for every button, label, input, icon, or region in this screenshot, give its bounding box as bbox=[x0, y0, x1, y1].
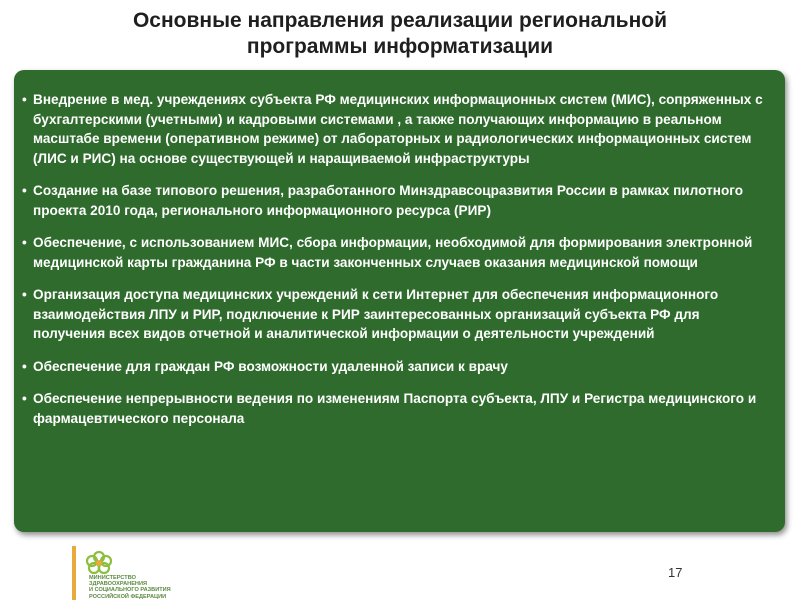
ministry-line-3: И СОЦИАЛЬНОГО РАЗВИТИЯ bbox=[89, 587, 171, 594]
bullet-text: Создание на базе типового решения, разработанного Минздравсоцразвития России в рамках пилотного проекта 2010 года, регионального информационного ресурса (РИР) bbox=[33, 183, 744, 218]
bullet-marker: • bbox=[22, 235, 27, 250]
footer-accent-bar bbox=[72, 546, 76, 600]
ministry-line-2: ЗДРАВООХРАНЕНИЯ bbox=[89, 581, 148, 588]
slide-title-line-2: программы информатизации bbox=[246, 35, 554, 58]
bullet-item-6 bbox=[22, 389, 775, 428]
bullet-text: Обеспечение для граждан РФ возможности удаленной записи к врачу bbox=[33, 358, 508, 374]
bullet-item-3 bbox=[22, 233, 775, 272]
bullet-item-5 bbox=[22, 357, 775, 377]
bullet-list bbox=[22, 90, 775, 441]
bullet-marker: • bbox=[22, 358, 27, 374]
bullet-marker: • bbox=[22, 92, 27, 107]
bullet-item-1 bbox=[22, 90, 775, 168]
bullet-marker: • bbox=[22, 183, 27, 198]
bullet-text: Обеспечение непрерывности ведения по изменениям Паспорта субъекта, ЛПУ и Регистра медицинского и фармацевтического персонала bbox=[33, 391, 757, 426]
bullet-item-2 bbox=[22, 181, 775, 220]
ministry-name bbox=[89, 575, 171, 600]
bullet-text: Внедрение в мед. учреждениях субъекта РФ медицинских информационных систем (МИС), сопряженных с бухгалтерскими (учетными) и кадровыми системами , а также получающих информацию в реальном масштабе времени (оперативном режиме) от лабораторных и радиологических информационных систем (ЛИС и РИС) на основе существующей и наращиваемой инфраструктуры bbox=[33, 92, 763, 166]
bullet-marker: • bbox=[22, 391, 27, 406]
slide-title-line-1: Основные направления реализации региональной bbox=[132, 9, 668, 32]
slide-title bbox=[0, 8, 800, 60]
bullet-marker: • bbox=[22, 287, 27, 302]
content-panel bbox=[14, 70, 785, 532]
bullet-item-4 bbox=[22, 285, 775, 344]
ministry-line-1: МИНИСТЕРСТВО bbox=[89, 575, 136, 581]
bullet-text: Организация доступа медицинских учреждений к сети Интернет для обеспечения информационного взаимодействия ЛПУ и РИР, подключение к РИР заинтересованных организаций субъекта РФ для получения всех видов отчетной и аналитической информации о деятельности учреждений bbox=[33, 287, 719, 341]
bullet-text: Обеспечение, с использованием МИС, сбора информации, необходимой для формирования электронной медицинской карты гражданина РФ в части законченных случаев оказания медицинской помощи bbox=[33, 235, 753, 270]
ministry-line-4: РОССИЙСКОЙ ФЕДЕРАЦИИ bbox=[89, 593, 167, 600]
page-number: 17 bbox=[668, 565, 683, 580]
